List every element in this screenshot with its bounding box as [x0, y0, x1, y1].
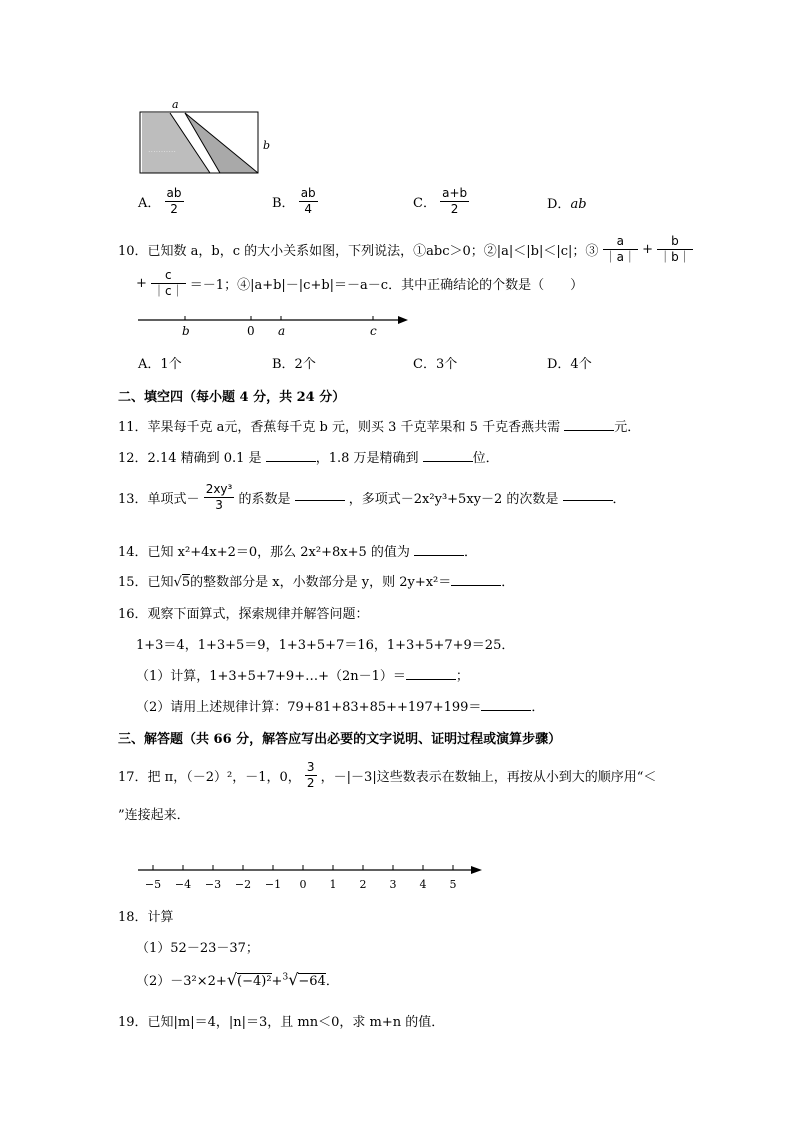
q18-title: 18．计算	[118, 910, 174, 925]
q10-option-a[interactable]: A．1个	[138, 357, 182, 372]
q10-frac-c: $\frac{c}{|c|}$	[153, 268, 184, 298]
q9-option-c-fraction: $\frac{a+b}{2}$	[442, 186, 468, 216]
q13-monomial-fraction: $\frac{\text{2xy³}}{3}$	[205, 482, 233, 512]
q10-option-d[interactable]: D．4个	[547, 357, 592, 372]
q9-option-d[interactable]: D．ab	[547, 197, 587, 212]
axis-tick-label: −1	[264, 878, 282, 891]
q15: 15．已知√5的整数部分是 x，小数部分是 y，则 2y+x²＝ ．	[118, 575, 515, 590]
q10-option-b[interactable]: B．2个	[272, 357, 316, 372]
arrow-right-icon	[471, 866, 482, 874]
q16-part1: （1）计算，1+3+5+7+9+…+（2n－1）＝ ；	[136, 669, 469, 684]
q13: 13．单项式－ $\frac{\text{2xy³}}{3}$ 的系数是 ，多项式－2x²y³+5xy－2 的次数是 ．	[118, 482, 626, 512]
q10-number-line	[136, 308, 416, 340]
q18-part2: （2）－3²×2+√(−4)²+$^3$√−64．	[136, 970, 339, 989]
q16-title: 16．观察下面算式，探索规律并解答问题：	[118, 607, 369, 622]
q9-figure	[130, 95, 280, 180]
q16-pattern: 1+3＝4，1+3+5＝9，1+3+5+7＝16，1+3+5+7+9＝25．	[136, 638, 515, 653]
q10-line1: 10．已知数 a，b，c 的大小关系如图，下列说法，①abc＞0；②|a|＜|b|＜|c|；③ $\frac{a}{|a|}$ + $\frac{b}{|b|}$	[118, 234, 691, 264]
q9-option-b-fraction: $\frac{ab}{4}$	[300, 186, 316, 216]
axis-tick-label: −5	[144, 878, 162, 891]
label-a: a	[172, 98, 179, 111]
q17-number-line	[136, 858, 486, 894]
axis-label-b: b	[182, 324, 190, 338]
q16-answer-blank-1[interactable]	[406, 669, 456, 680]
q17-line2: ”连接起来．	[118, 808, 190, 823]
q18-part1: （1）52－23－37；	[136, 941, 259, 956]
q9-option-a[interactable]: A． $\frac{ab}{2}$	[138, 186, 182, 216]
label-b: b	[263, 139, 271, 152]
axis-tick-label: 2	[359, 878, 367, 891]
q14-answer-blank[interactable]	[414, 545, 464, 556]
axis-tick-label: 5	[449, 878, 457, 891]
q13-answer-blank-2[interactable]	[563, 490, 613, 501]
sqrt-icon: √	[226, 970, 238, 989]
q13-answer-blank-1[interactable]	[295, 490, 345, 501]
q9-option-a-fraction: $\frac{ab}{2}$	[166, 186, 182, 216]
axis-tick-label: 4	[419, 878, 427, 891]
q17-line1: 17．把 π，（－2）²，－1，0， $\frac{3}{2}$ ，－|－3|这些数表示在数轴上，再按从小到大的顺序用“＜	[118, 760, 657, 790]
q17-fraction: $\frac{3}{2}$	[306, 760, 315, 790]
section-3-heading: 三、解答题（共 66 分，解答应写出必要的文字说明、证明过程或演算步骤）	[118, 732, 562, 747]
axis-tick-label: −4	[174, 878, 192, 891]
axis-tick-label: −2	[234, 878, 252, 891]
axis-label-a: a	[278, 324, 286, 338]
axis-tick-label: 3	[389, 878, 397, 891]
q10-option-c[interactable]: C．3个	[413, 357, 458, 372]
q16-answer-blank-2[interactable]	[481, 700, 531, 711]
q9-option-c[interactable]: C． $\frac{a+b}{2}$	[413, 186, 468, 216]
sqrt-icon: √	[173, 575, 182, 590]
q10-frac-b: $\frac{b}{|b|}$	[659, 234, 691, 264]
q15-answer-blank[interactable]	[451, 575, 501, 586]
axis-tick-label: −3	[204, 878, 222, 891]
figure-watermark: ...........	[148, 145, 176, 154]
q12-answer-blank-2[interactable]	[423, 451, 473, 462]
q10-line2: + $\frac{c}{|c|}$ ＝－1；④|a+b|－|c+b|＝－a－c．其中正确结论的个数是（ ）	[136, 268, 584, 298]
arrow-right-icon	[398, 316, 408, 324]
axis-tick-label: 0	[299, 878, 307, 891]
q11-answer-blank[interactable]	[564, 420, 614, 431]
q19: 19．已知|m|＝4，|n|＝3，且 mn＜0，求 m+n 的值．	[118, 1015, 445, 1030]
q14: 14．已知 x²+4x+2＝0，那么 2x²+8x+5 的值为 ．	[118, 545, 478, 560]
q11: 11．苹果每千克 a元，香蕉每千克 b 元，则买 3 千克苹果和 5 千克香燕共需 元．	[118, 420, 641, 435]
axis-tick-label: 1	[329, 878, 337, 891]
axis-label-c: c	[370, 324, 377, 338]
q16-part2: （2）请用上述规律计算：79+81+83+85++197+199＝ ．	[136, 700, 545, 715]
cube-root-icon: √	[288, 970, 299, 989]
q9-option-b[interactable]: B． $\frac{ab}{4}$	[272, 186, 316, 216]
axis-label-0: 0	[247, 324, 255, 338]
q12-answer-blank-1[interactable]	[266, 451, 316, 462]
q10-frac-a: $\frac{a}{|a|}$	[604, 234, 636, 264]
q12: 12．2.14 精确到 0.1 是 ，1.8 万是精确到 位．	[118, 451, 499, 466]
section-2-heading: 二、填空四（每小题 4 分，共 24 分）	[118, 390, 346, 405]
